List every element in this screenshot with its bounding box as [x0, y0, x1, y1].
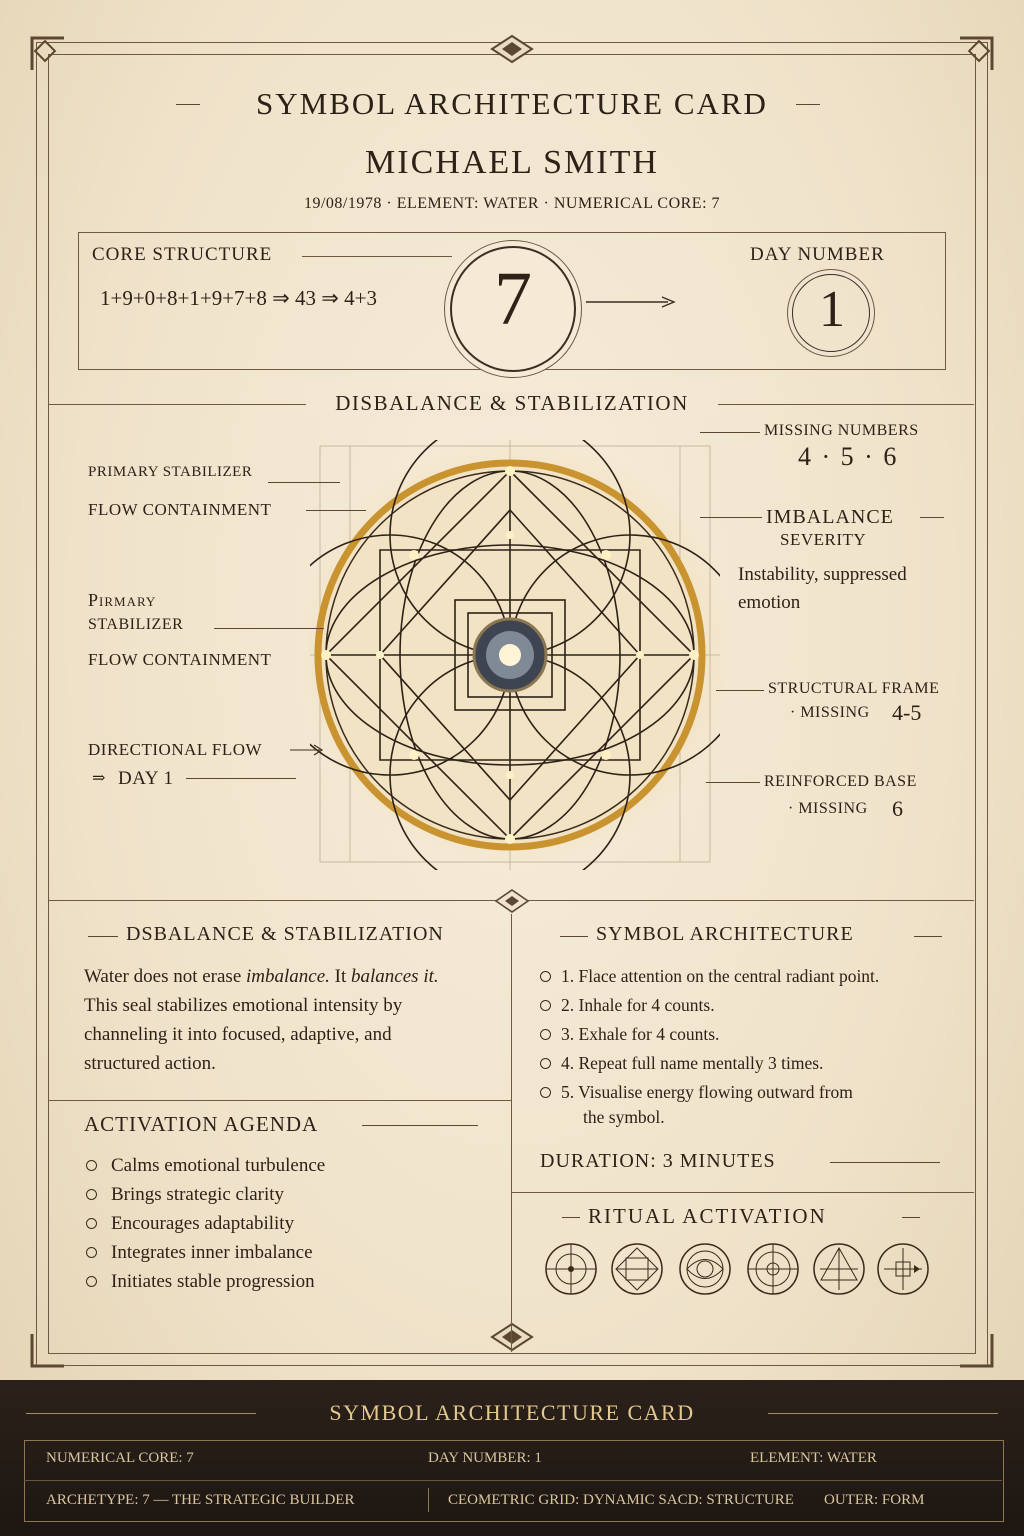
footer-bar: [0, 1380, 1024, 1536]
ritual-seal-5-icon: [812, 1242, 866, 1296]
page-title: SYMBOL ARCHITECTURE CARD: [256, 86, 768, 121]
bullet-icon: [86, 1160, 97, 1171]
list-item: [86, 1267, 496, 1296]
list-item-text: Integrates inner imbalance: [111, 1241, 313, 1263]
label-flow-containment-1: FLOW CONTAINMENT: [88, 500, 272, 519]
footer-day: DAY NUMBER: 1: [428, 1450, 542, 1466]
leader-line: [306, 510, 366, 511]
activation-agenda-title: ACTIVATION AGENDA: [84, 1112, 319, 1136]
panel-flourish: [560, 936, 588, 937]
list-item: [540, 1020, 980, 1049]
list-item: [86, 1209, 496, 1238]
footer-grid: CEOMETRIC GRID: DYNAMIC SACD: STRUCTURE: [448, 1492, 794, 1508]
leader-line: [268, 482, 340, 483]
list-item-text: Calms emotional turbulence: [111, 1154, 326, 1176]
ritual-steps: [540, 962, 980, 1128]
label-flow-containment-2: FLOW CONTAINMENT: [88, 650, 272, 669]
leader-line: [706, 782, 760, 783]
leader-line: [920, 517, 944, 518]
leader-line: [700, 432, 760, 433]
list-item-text: 4. Repeat full name mentally 3 times.: [561, 1053, 824, 1073]
bullet-icon: [86, 1276, 97, 1287]
column-divider: [511, 914, 512, 1352]
label-primary-stabilizer-2a: Pirmary: [88, 590, 157, 610]
label-day-1: DAY 1: [118, 768, 174, 789]
label-instability-2: emotion: [738, 592, 801, 613]
panel-flourish: [88, 936, 118, 937]
leader-line: [214, 628, 324, 629]
list-item: [540, 1078, 980, 1107]
label-imbalance: IMBALANCE: [766, 506, 894, 528]
label-missing-numbers: MISSING NUMBERS: [764, 422, 919, 439]
subtitle-row: [0, 195, 1024, 213]
day-number: 1: [819, 281, 845, 338]
bullet-icon: [86, 1189, 97, 1200]
central-seal-icon: [310, 440, 720, 870]
list-item: [540, 1049, 980, 1078]
core-label-line: [302, 256, 452, 257]
ritual-activation-title: RITUAL ACTIVATION: [588, 1204, 827, 1228]
arrow-right-icon: [290, 744, 326, 756]
paragraph-line-1: [84, 962, 494, 991]
left-panel-paragraph: [84, 962, 494, 1078]
corner-ornament-icon: [956, 1330, 996, 1370]
paragraph-line-2: This seal stabilizes emotional intensity by: [84, 995, 403, 1016]
panel-flourish: [914, 936, 942, 937]
leader-line: [700, 517, 762, 518]
diamond-ornament-icon: [490, 34, 534, 64]
panel-flourish: [562, 1217, 580, 1218]
bullet-icon: [540, 1058, 551, 1069]
list-item: [540, 962, 980, 991]
leader-line: [186, 778, 296, 779]
panel-flourish: [362, 1125, 478, 1126]
core-info: NUMERICAL CORE: 7: [553, 195, 721, 212]
label-missing-45: · MISSING: [790, 704, 870, 721]
panel-flourish: [902, 1217, 920, 1218]
list-item-continuation: the symbol.: [583, 1107, 665, 1127]
right-panel-title: SYMBOL ARCHITECTURE: [596, 923, 854, 945]
footer-element: ELEMENT: WATER: [750, 1450, 877, 1466]
label-primary-stabilizer-1: PRIMARY STABILIZER: [88, 464, 253, 480]
birth-date: 19/08/1978: [303, 195, 382, 212]
label-instability-1: Instability, suppressed: [738, 564, 907, 585]
list-item: [86, 1180, 496, 1209]
element-info: ELEMENT: WATER: [396, 195, 540, 212]
label-missing-6: · MISSING: [788, 800, 868, 817]
list-item-text: 3. Exhale for 4 counts.: [561, 1024, 720, 1044]
footer-title: SYMBOL ARCHITECTURE CARD: [329, 1400, 695, 1425]
ritual-seal-3-icon: [678, 1242, 732, 1296]
diamond-ornament-icon: [490, 1322, 534, 1352]
list-item-text: Brings strategic clarity: [111, 1183, 285, 1205]
footer-archetype: ARCHETYPE: 7 — THE STRATEGIC BUILDER: [46, 1492, 355, 1508]
leader-line: [716, 690, 764, 691]
separator-dot: ·: [543, 195, 554, 212]
arrow-icon: ⇒: [92, 768, 106, 787]
list-item-text: 5. Visualise energy flowing outward from: [561, 1082, 853, 1102]
diamond-ornament-icon: [494, 888, 530, 914]
bullet-icon: [86, 1218, 97, 1229]
list-item-text: 2. Inhale for 4 counts.: [561, 995, 715, 1015]
text: Water does not erase: [84, 966, 247, 987]
text-italic: imbalance.: [246, 966, 330, 987]
agenda-list: [86, 1151, 496, 1296]
bullet-icon: [540, 1029, 551, 1040]
bullet-icon: [540, 1000, 551, 1011]
paragraph-line-4: structured action.: [84, 1053, 216, 1074]
duration: DURATION: 3 MINUTES: [540, 1150, 776, 1172]
ritual-seal-2-icon: [610, 1242, 664, 1296]
ritual-seal-1-icon: [544, 1242, 598, 1296]
footer-divider: [24, 1480, 1002, 1481]
label-primary-stabilizer-2b: STABILIZER: [88, 616, 184, 633]
separator-dot: ·: [386, 195, 397, 212]
label-reinforced-base: REINFORCED BASE: [764, 773, 917, 790]
label-severity: SEVERITY: [780, 530, 867, 549]
corner-ornament-icon: [28, 34, 68, 74]
corner-ornament-icon: [28, 1330, 68, 1370]
bullet-icon: [540, 1087, 551, 1098]
core-formula: 1+9+0+8+1+9+7+8 ⇒ 43 ⇒ 4+3: [100, 286, 377, 310]
diagram-section-title: DISBALANCE & STABILIZATION: [306, 391, 718, 416]
value-missing-45: 4-5: [892, 700, 922, 725]
missing-numbers-values: 4 · 5 · 6: [798, 442, 899, 471]
label-structural-frame: STRUCTURAL FRAME: [768, 680, 940, 697]
list-item-text: Encourages adaptability: [111, 1212, 295, 1234]
list-item: [540, 991, 980, 1020]
panel-divider: [511, 1192, 974, 1193]
value-missing-6: 6: [892, 796, 903, 821]
paragraph-line-3: channeling it into focused, adaptive, and: [84, 1024, 392, 1045]
footer-separator: [428, 1488, 429, 1512]
text-italic: balances it.: [351, 966, 439, 987]
day-number-label: DAY NUMBER: [750, 244, 885, 265]
ritual-seal-6-icon: [876, 1242, 930, 1296]
label-directional-flow: DIRECTIONAL FLOW: [88, 740, 263, 759]
list-item-text: 1. Flace attention on the central radiant point.: [561, 966, 880, 986]
panel-flourish: [830, 1162, 940, 1163]
bullet-icon: [540, 971, 551, 982]
panel-divider: [48, 1100, 511, 1101]
core-number: 7: [494, 257, 532, 341]
left-panel-title: DSBALANCE & STABILIZATION: [126, 923, 444, 945]
corner-ornament-icon: [956, 34, 996, 74]
arrow-right-icon: [586, 296, 676, 308]
bullet-icon: [86, 1247, 97, 1258]
person-name: MICHAEL SMITH: [365, 144, 659, 181]
list-item: [86, 1238, 496, 1267]
ritual-seal-4-icon: [746, 1242, 800, 1296]
footer-core: NUMERICAL CORE: 7: [46, 1450, 194, 1466]
footer-outer: OUTER: FORM: [824, 1492, 925, 1508]
footer-rule: [768, 1413, 998, 1414]
core-structure-label: CORE STRUCTURE: [92, 244, 273, 265]
list-item-text: Initiates stable progression: [111, 1270, 315, 1292]
list-item: [86, 1151, 496, 1180]
text: It: [329, 966, 352, 987]
